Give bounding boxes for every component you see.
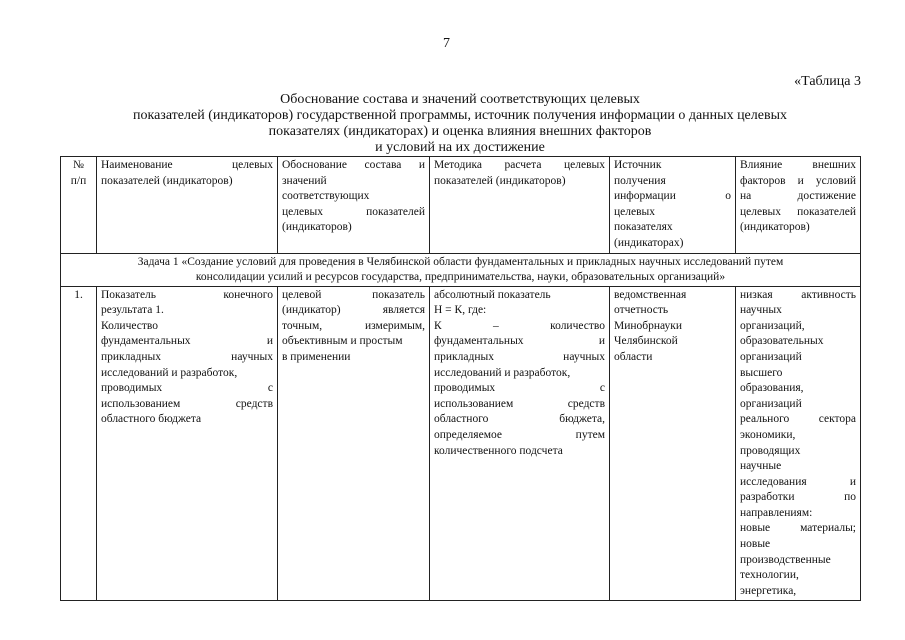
header-influence-line: на достижение [740, 190, 856, 203]
row-influence-line: разработки по [740, 491, 856, 504]
header-source-line: (индикаторах) [614, 236, 684, 249]
row-method-line: проводимых с [434, 382, 605, 395]
header-source [610, 157, 736, 254]
header-method-line: показателей (индикаторов) [434, 174, 566, 187]
header-influence-line: (индикаторов) [740, 221, 810, 234]
row-justification-line: целевой показатель [282, 288, 425, 301]
row-method-line: абсолютный показатель [434, 288, 551, 301]
task-row [61, 253, 861, 286]
row-influence-line: образовательных [740, 335, 824, 348]
header-num [61, 157, 97, 254]
row-name [97, 286, 278, 601]
row-influence-line: направлениям: [740, 506, 813, 519]
row-influence-line: низкая активность [740, 288, 856, 301]
header-source-line: информации о [614, 190, 731, 203]
row-influence-line: высшего [740, 366, 783, 379]
heading-line: и условий на их достижение [375, 140, 545, 155]
heading-line: показателей (индикаторов) государственной программы, источник получения информации о данных целевых [133, 108, 787, 123]
row-method-line: областного бюджета, [434, 413, 605, 426]
row-influence-line: организаций, [740, 319, 805, 332]
header-justification [278, 157, 430, 254]
row-name-line: фундаментальных и [101, 335, 273, 348]
header-num-line: п/п [70, 174, 87, 187]
header-source-line: целевых [614, 205, 656, 218]
task-line: Задача 1 «Создание условий для проведения в Челябинской области фундаментальных и прикладных научных исследований путем [137, 255, 784, 268]
table-heading [60, 92, 860, 156]
row-influence-line: производственные [740, 553, 831, 566]
header-influence-line: Влияние внешних [740, 159, 856, 171]
header-source-line: получения [614, 174, 666, 187]
row-influence-line: технологии, [740, 569, 799, 582]
row-influence-line: научные [740, 460, 782, 473]
header-influence-line: целевых показателей [740, 205, 856, 218]
row-influence-line: организаций [740, 397, 802, 410]
row-influence-line: образования, [740, 382, 804, 395]
header-influence [736, 157, 861, 254]
header-num-line: № [73, 159, 84, 171]
row-justification-line: точным, измеримым, [282, 319, 425, 332]
table-row [61, 286, 861, 601]
row-name-line: областного бюджета [101, 413, 202, 426]
row-name-line: прикладных научных [101, 350, 273, 363]
indicators-table [60, 156, 861, 601]
row-influence-line: энергетика, [740, 584, 797, 597]
header-method-line: Методика расчета целевых [434, 159, 605, 171]
page-number: 7 [443, 36, 450, 51]
header-justification-line: Обоснование состава и [282, 159, 425, 171]
row-source-line: области [614, 350, 653, 363]
row-source-line: Минобрнауки [614, 319, 683, 332]
row-influence-line: экономики, [740, 428, 796, 441]
row-name-line: исследований и разработок, [101, 366, 238, 379]
row-justification [278, 286, 430, 601]
row-method-line: определяемое путем [434, 428, 605, 441]
header-justification-line: соответствующих [282, 190, 370, 203]
row-influence-line: проводящих [740, 444, 801, 457]
row-influence [736, 286, 861, 601]
row-justification-line: объективным и простым [282, 335, 403, 348]
row-influence-line: исследования и [740, 475, 856, 488]
header-name [97, 157, 278, 254]
row-method-line: использованием средств [434, 397, 605, 410]
row-method-line: исследований и разработок, [434, 366, 571, 379]
row-num: 1. [61, 286, 97, 601]
heading-line: Обоснование состава и значений соответствующих целевых [280, 92, 640, 107]
row-justification-line: (индикатор) является [282, 304, 425, 317]
row-name-line: Количество [101, 319, 158, 332]
row-name-line: Показатель конечного [101, 288, 273, 301]
row-influence-line: новые материалы; [740, 522, 856, 535]
task-line: консолидации усилий и ресурсов государства, предпринимательства, науки, образовательных организаций» [195, 270, 726, 283]
row-method-line: прикладных научных [434, 350, 605, 363]
row-name-line: использованием средств [101, 397, 273, 410]
header-source-line: показателях [614, 221, 673, 234]
row-method [430, 286, 610, 601]
header-method [430, 157, 610, 254]
header-justification-line: значений [282, 174, 327, 187]
row-source [610, 286, 736, 601]
row-source-line: ведомственная [614, 288, 687, 301]
row-influence-line: научных [740, 304, 782, 317]
row-method-line: К – количество [434, 319, 605, 332]
header-name-line: Наименование целевых [101, 159, 273, 171]
task-cell [61, 253, 861, 286]
row-method-line: количественного подсчета [434, 444, 563, 457]
row-influence-line: новые [740, 538, 771, 551]
heading-line: показателях (индикаторах) и оценка влияния внешних факторов [268, 124, 652, 139]
header-influence-line: факторов и условий [740, 174, 856, 187]
row-method-line: Н = К, где: [434, 304, 487, 317]
row-method-line: фундаментальных и [434, 335, 605, 348]
row-influence-line: реального сектора [740, 413, 856, 426]
header-name-line: показателей (индикаторов) [101, 174, 233, 187]
row-name-line: проводимых с [101, 382, 273, 395]
row-influence-line: организаций [740, 350, 802, 363]
row-source-line: отчетность [614, 304, 669, 317]
header-row [61, 157, 861, 254]
row-source-line: Челябинской [614, 335, 678, 348]
row-name-line: результата 1. [101, 304, 164, 317]
header-source-line: Источник [614, 159, 662, 171]
header-justification-line: (индикаторов) [282, 221, 352, 234]
row-justification-line: в применении [282, 350, 351, 363]
table-label: «Таблица 3 [794, 74, 861, 89]
header-justification-line: целевых показателей [282, 205, 425, 218]
